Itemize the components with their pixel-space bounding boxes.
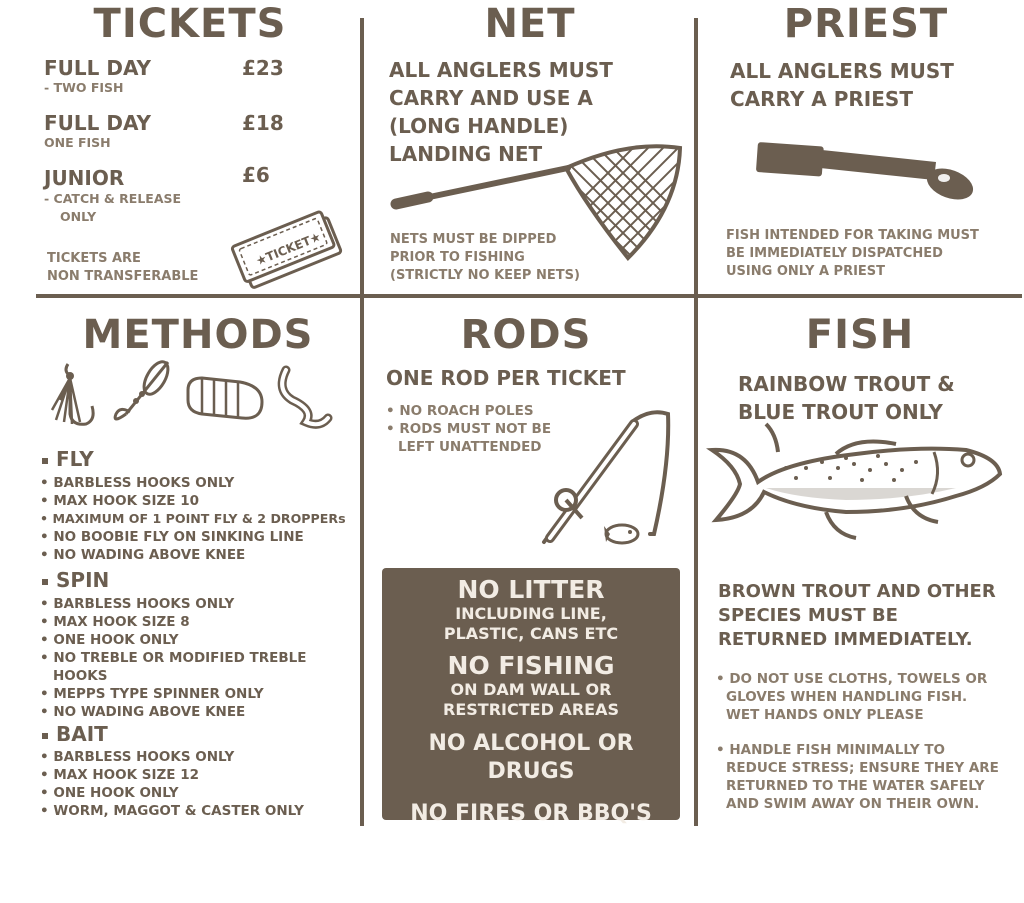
priest-note-1: FISH INTENDED FOR TAKING MUST [726,228,979,243]
worm-bait-icon [274,360,338,432]
list-item: • BARBLESS HOOKS ONLY [40,595,306,613]
net-title: NET [484,1,576,47]
ticket-full-day-price: £23 [242,56,284,80]
list-item: • BARBLESS HOOKS ONLY [40,474,346,492]
ticket-full-day-one-price: £18 [242,111,284,135]
list-item: AND SWIM AWAY ON THEIR OWN. [726,796,980,812]
rules-box [382,568,680,826]
list-item: • NO WADING ABOVE KNEE [40,703,306,721]
fish-line-2: BLUE TROUT ONLY [738,400,943,424]
list-item: GLOVES WHEN HANDLING FISH. [726,689,968,705]
spinner-lure-icon [106,358,178,430]
ticket-stub-icon [228,200,348,296]
list-item: • NO WADING ABOVE KNEE [40,546,346,564]
methods-title: METHODS [82,312,314,358]
fly-lure-icon [46,360,102,430]
fish-line-1: RAINBOW TROUT & [738,372,955,396]
rule-no-fishing-detail-2: RESTRICTED AREAS [443,700,619,719]
priest-line-1: ALL ANGLERS MUST [730,59,954,83]
priest-line-2: CARRY A PRIEST [730,87,913,111]
method-bait-label: BAIT [56,722,108,746]
rule-no-litter: NO LITTER [457,575,605,604]
rule-no-litter-detail-2: PLASTIC, CANS ETC [443,624,619,643]
list-item: • MAX HOOK SIZE 12 [40,766,304,784]
net-line-2: CARRY AND USE A [389,86,593,110]
tickets-note-2: NON TRANSFERABLE [47,269,199,284]
ticket-full-day-detail: - TWO FISH [44,80,124,95]
list-item: • ONE HOOK ONLY [40,784,304,802]
method-fly-list [40,474,346,564]
list-item: REDUCE STRESS; ENSURE THEY ARE [726,760,999,776]
rods-subtitle: ONE ROD PER TICKET [386,366,626,390]
fish-brown-line-1: BROWN TROUT AND OTHER [718,581,996,602]
net-note-1: NETS MUST BE DIPPED [390,232,557,247]
method-spin-heading [42,568,109,592]
list-item: • MAX HOOK SIZE 8 [40,613,306,631]
fish-care-list-1 [716,670,987,724]
priest-club-icon [754,138,984,213]
list-item: • DO NOT USE CLOTHS, TOWELS OR [716,670,987,688]
tickets-note-1: TICKETS ARE [47,251,141,266]
ticket-junior-name: JUNIOR [44,166,125,190]
list-item: • BARBLESS HOOKS ONLY [40,748,304,766]
ticket-junior-detail-2: ONLY [60,209,97,224]
ticket-full-day-name: FULL DAY [44,56,152,80]
priest-note-3: USING ONLY A PRIEST [726,264,886,279]
fish-brown-line-3: RETURNED IMMEDIATELY. [718,629,973,650]
list-item: • ONE HOOK ONLY [40,631,306,649]
list-item: • MEPPS TYPE SPINNER ONLY [40,685,306,703]
method-fly-heading [42,447,94,471]
rods-title: RODS [460,312,592,358]
list-item: • NO TREBLE OR MODIFIED TREBLE [40,649,306,667]
method-fly-label: FLY [56,447,94,471]
fishing-rod-icon [530,404,680,554]
list-item: HOOKS [53,668,108,684]
priest-note-2: BE IMMEDIATELY DISPATCHED [726,246,943,261]
list-item: • NO ROACH POLES [386,402,551,420]
rule-no-fires: NO FIRES OR BBQ'S [410,801,652,826]
ticket-full-day-one-detail: ONE FISH [44,135,111,150]
list-item: • HANDLE FISH MINIMALLY TO [716,741,999,759]
net-line-3: (LONG HANDLE) [389,114,569,138]
net-note-2: PRIOR TO FISHING [390,250,525,265]
list-item: WET HANDS ONLY PLEASE [726,707,924,723]
method-bait-heading [42,722,108,746]
list-item: • NO BOOBIE FLY ON SINKING LINE [40,528,346,546]
ticket-junior-price: £6 [242,163,270,187]
list-item: RETURNED TO THE WATER SAFELY [726,778,985,794]
ticket-full-day-one-name: FULL DAY [44,111,152,135]
rule-no-litter-detail-1: INCLUDING LINE, [455,604,607,623]
list-item: • WORM, MAGGOT & CASTER ONLY [40,802,304,820]
list-item: LEFT UNATTENDED [398,439,542,455]
method-spin-label: SPIN [56,568,110,592]
net-line-1: ALL ANGLERS MUST [389,58,613,82]
fish-brown-line-2: SPECIES MUST BE [718,605,898,626]
fish-title: FISH [805,312,915,358]
tickets-title: TICKETS [93,1,287,47]
method-spin-list [40,595,306,721]
net-line-4: LANDING NET [389,142,543,166]
priest-title: PRIEST [783,1,949,47]
rule-no-fishing: NO FISHING [447,651,615,680]
list-item: • RODS MUST NOT BE [386,420,551,438]
method-bait-list [40,748,304,820]
divider-vertical-left [360,18,364,826]
list-item: • MAX HOOK SIZE 10 [40,492,346,510]
list-item: • MAXIMUM OF 1 POINT FLY & 2 DROPPERs [40,510,346,528]
rule-no-fishing-detail-1: ON DAM WALL OR [450,680,612,699]
maggot-bait-icon [182,370,266,426]
rule-no-alcohol: NO ALCOHOL OR DRUGS [428,731,634,784]
ticket-stub-label: ★TICKET★ [253,229,323,269]
trout-icon [706,422,1006,552]
fish-care-list-2 [716,741,999,813]
divider-horizontal [36,294,1022,298]
divider-vertical-right [694,18,698,826]
net-note-3: (STRICTLY NO KEEP NETS) [390,268,580,283]
rods-list [386,402,551,456]
ticket-junior-detail: - CATCH & RELEASE [44,191,182,206]
